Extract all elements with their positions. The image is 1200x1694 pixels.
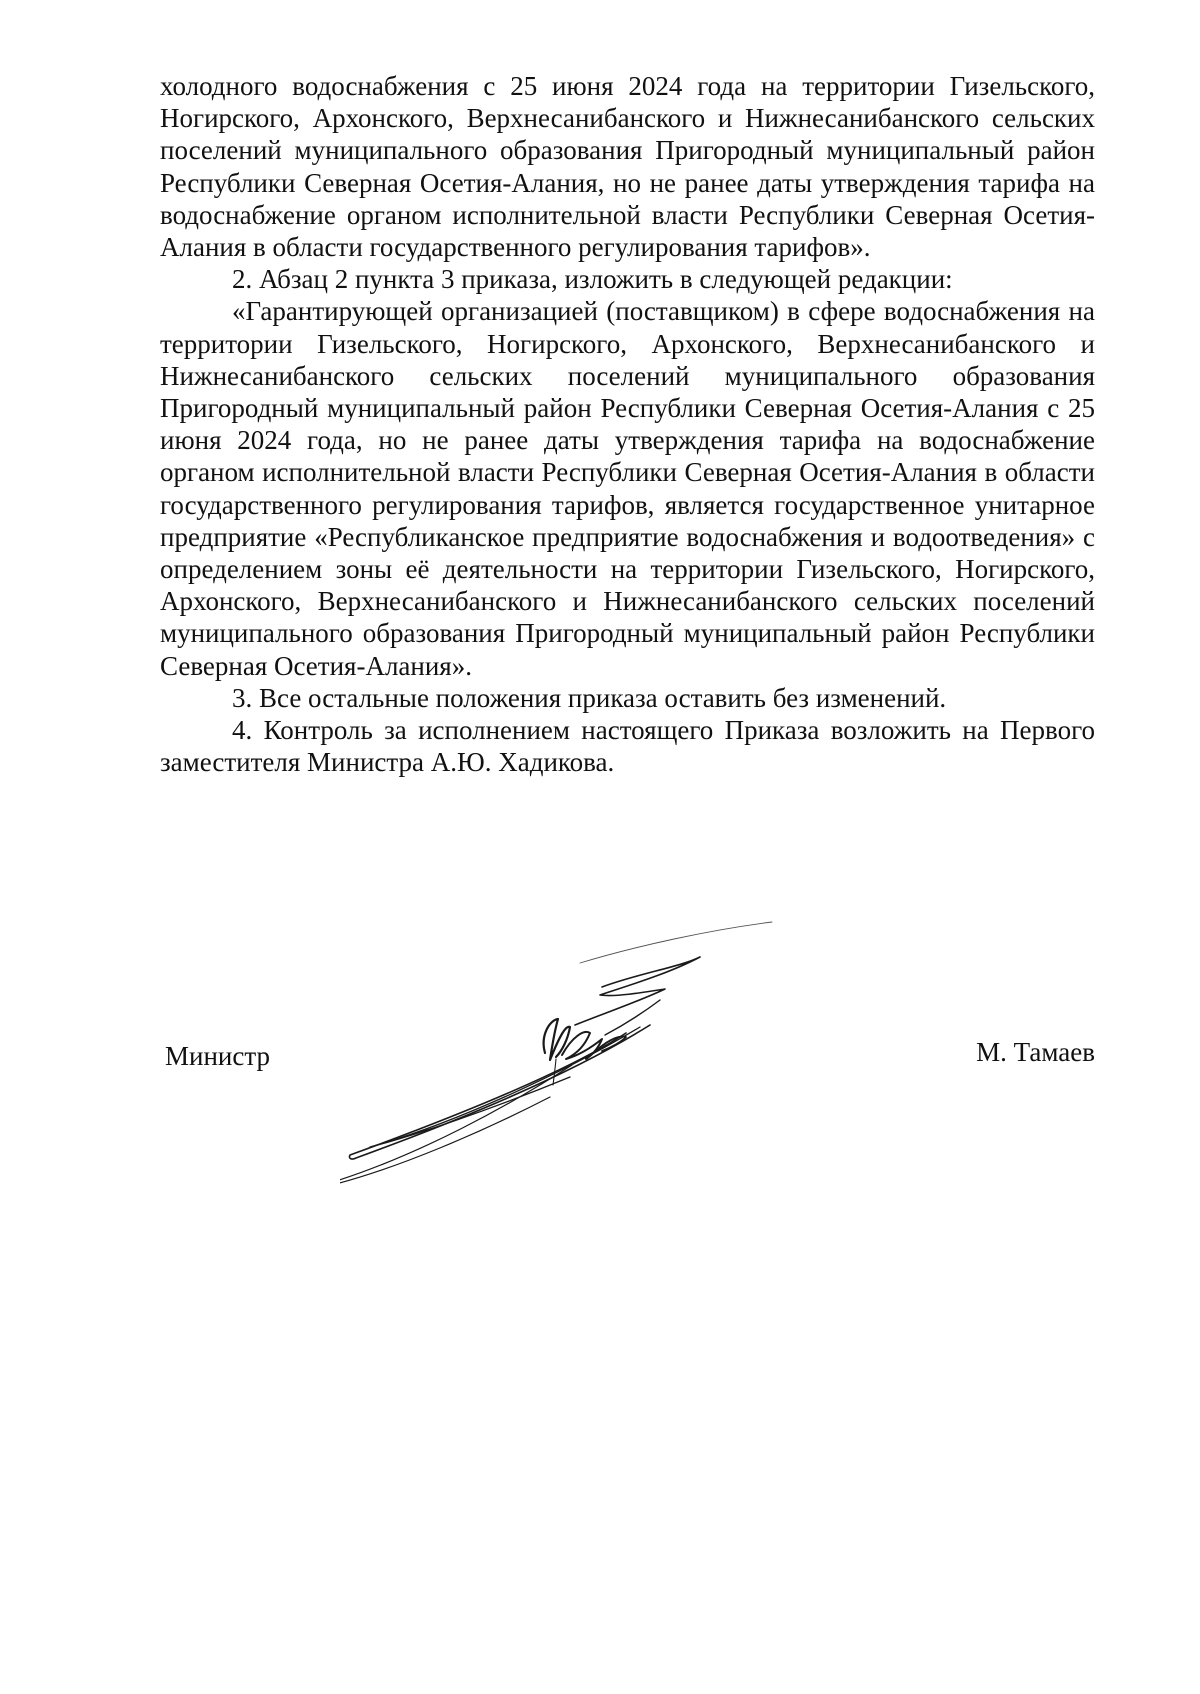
paragraph-quoted-text: «Гарантирующей организацией (поставщиком) в сфере водоснабжения на территории Гизельского, Ногирского, Архонского, Верхнесанибанского и Нижнесанибанского сельских поселений муниципального образования Пригородный муниципальный район Республики Северная Осетия-Алания с 25 июня 2024 года, но не ранее даты утверждения тарифа на водоснабжение органом исполнительной власти Республики Северная Осетия-Алания в области государственного регулирования тарифов, является государственное унитарное предприятие «Республиканское предприятие водоснабжения и водоотведения» с определением зоны её деятельности на территории Гизельского, Ногирского, Архонского, Верхнесанибанского и Нижнесанибанского сельских поселений муниципального образования Пригородный муниципальный район Республики Северная Осетия-Алания». (160, 296, 1095, 681)
paragraph-continuation: холодного водоснабжения с 25 июня 2024 года на территории Гизельского, Ногирского, Архонского, Верхнесанибанского и Нижнесанибанского сельских поселений муниципального образования Пригородный муниципальный район Республики Северная Осетия-Алания, но не ранее даты утверждения тарифа на водоснабжение органом исполнительной власти Республики Северная Осетия-Алания в области государственного регулирования тарифов». (160, 71, 1095, 263)
document-body (160, 70, 1095, 778)
paragraph-item-3: 3. Все остальные положения приказа оставить без изменений. (232, 682, 947, 713)
signatory-name: М. Тамаев (976, 1037, 1095, 1067)
paragraph-item-2: 2. Абзац 2 пункта 3 приказа, изложить в следующей редакции: (232, 264, 953, 295)
paragraph-item-4: 4. Контроль за исполнением настоящего Приказа возложить на Первого заместителя Министра А.Ю. Хадикова. (160, 715, 1095, 778)
signatory-title: Министр (165, 1041, 270, 1071)
signature-block (160, 1037, 1095, 1080)
